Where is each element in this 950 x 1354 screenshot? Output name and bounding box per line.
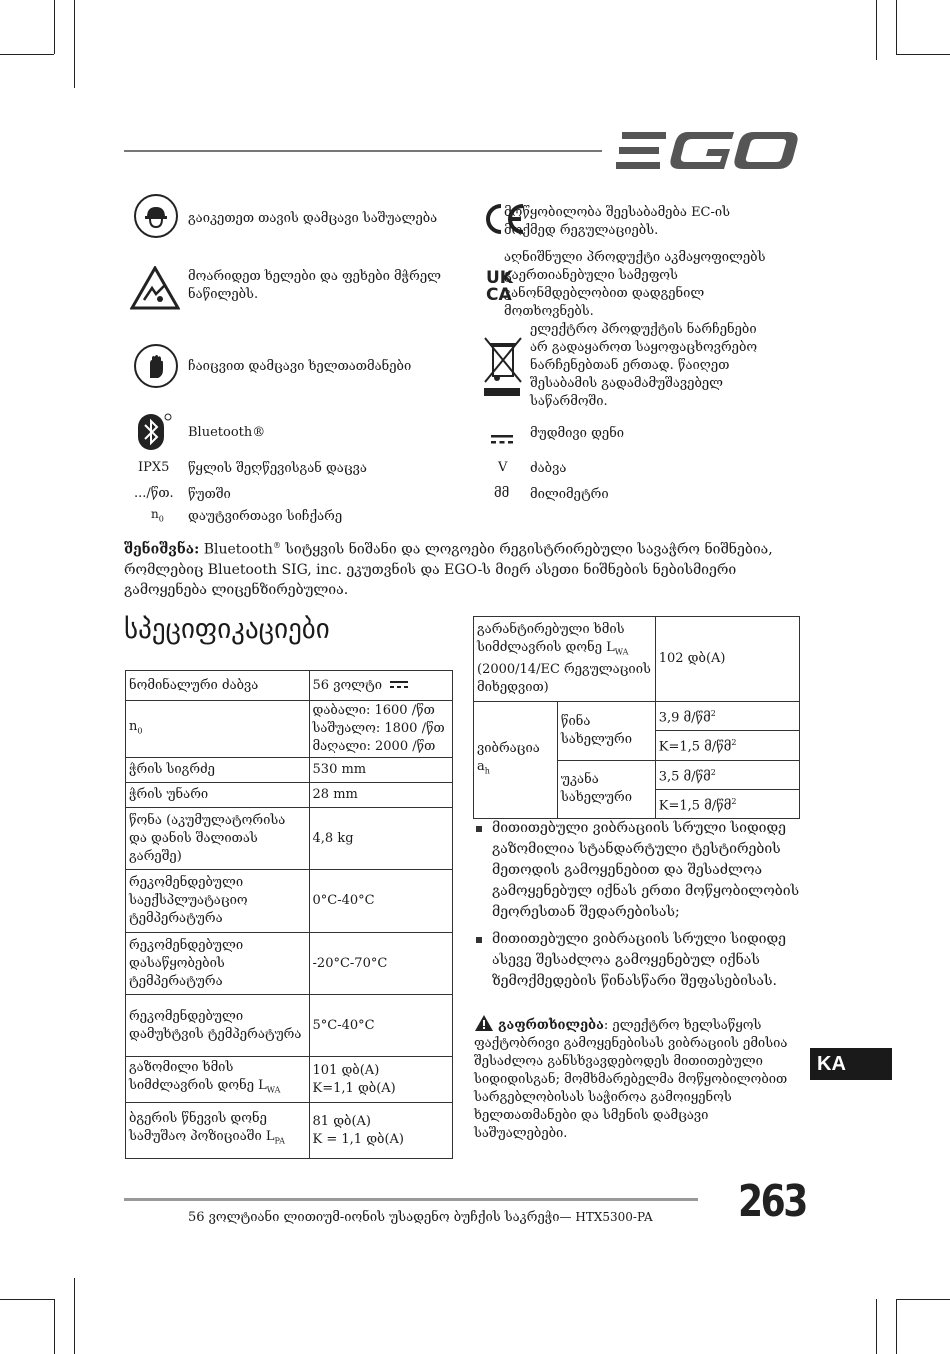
direct-current-icon: [390, 681, 408, 689]
warning-block: [474, 1014, 804, 1143]
crop-mark: [896, 54, 950, 55]
table-row: [126, 1103, 453, 1159]
spec-value: 0°C-40°C: [309, 870, 452, 933]
mm-symbol: მმ: [494, 486, 510, 501]
crop-mark: [74, 1278, 75, 1354]
hard-hat-icon: [134, 194, 178, 238]
note-label: შენიშვნა:: [124, 541, 200, 558]
crop-mark: [896, 0, 897, 54]
warning-text: : ელექტრო ხელსაწყოს ფაქტობრივი გამოყენებისას ვიბრაციის ემისია შესაძლოა განსხვავდებოდეს მითითებული სიდიდისგან; მომხმარებელმა მოწყობილობით სარგებლობისას საჭიროა გამოიყენოს ხელთათმანები და სმენის დამცავი საშუალებები.: [474, 1018, 788, 1141]
table-row: [126, 933, 453, 995]
weee-bin-icon: [482, 334, 524, 398]
footer-text: 56 ვოლტიანი ლითიუმ-იონის უსადენო ბუჩქის საკრეჭი— HTX5300-PA: [188, 1210, 653, 1225]
per-minute-symbol: .../წთ.: [134, 486, 174, 501]
list-item: მითითებული ვიბრაციის სრული სიდიდე ასევე შესაძლოა გამოყენებულ იქნას ზემოქმედების წინასწარი შეფასებისას.: [474, 929, 804, 992]
crop-mark: [0, 1299, 54, 1300]
spec-value: 4,8 kg: [309, 808, 452, 870]
symbol-text: მოარიდეთ ხელები და ფეხები მჭრელ ნაწილებს.: [188, 269, 441, 302]
gloves-icon: [134, 344, 178, 388]
bluetooth-note: [124, 536, 804, 600]
symbol-text: ძაბვა: [530, 461, 567, 476]
crop-mark: [896, 1299, 950, 1300]
table-row: [126, 1057, 453, 1103]
table-row: [474, 617, 800, 702]
table-row: [126, 758, 453, 783]
spec-label: გაზომილი ხმის სიმძლავრის დონე $L_{WA}$: [126, 1057, 310, 1103]
symbol-text: მოწყობილობა შეესაბამება EC-ის მოქმედ რეგულაციებს.: [504, 205, 731, 238]
spec-label: რეკომენდებული დასაწყობების ტემპერატურა: [126, 933, 310, 995]
table-row: [126, 701, 453, 758]
ukca-mark-icon: UK CA: [486, 268, 513, 305]
table-row: [126, 995, 453, 1057]
language-tab: KA: [810, 1048, 892, 1080]
spec-label: $n_0$: [126, 701, 310, 758]
table-row: [126, 808, 453, 870]
spec-label: გარანტირებული ხმის სიმძლავრის დონე $L_{WA}$ (2000/14/EC რეგულაციის მიხედვით): [474, 617, 656, 702]
table-row: [474, 702, 800, 761]
spec-label: რეკომენდებული დამუხტვის ტემპერატურა: [126, 995, 310, 1057]
table-row: [126, 671, 453, 701]
spec-value: 28 mm: [309, 783, 452, 808]
crop-mark: [54, 0, 55, 54]
note-reg: ®: [272, 541, 281, 550]
bluetooth-icon: [136, 412, 172, 452]
symbol-text: მუდმივი დენი: [530, 426, 625, 441]
spec-value: 530 mm: [309, 758, 452, 783]
crop-mark: [876, 0, 877, 60]
spec-label: ბგერის წნევის დონე სამუშაო პოზიციაში $L_{PA}$: [126, 1103, 310, 1159]
note-text-b: სიტყვის ნიშანი და ლოგოები რეგისტრირებული სავაჭრო ნიშნებია, რომლებიც Bluetooth SIG, inc. ეკუთვნის და EGO-ს მიერ ასეთი ნიშნების ნებისმიერი გამოყენება ლიცენზირებულია.: [124, 541, 773, 598]
crop-mark: [54, 1299, 55, 1354]
direct-current-icon: [491, 430, 513, 440]
symbol-text: ჩაიცვით დამცავი ხელთათმანები: [188, 359, 412, 374]
symbol-text: გაიკეთეთ თავის დამცავი საშუალება: [188, 211, 438, 226]
symbol-text: მილიმეტრი: [530, 487, 609, 502]
warning-icon: [474, 1014, 494, 1032]
spec-value: 56 ვოლტი: [309, 671, 452, 701]
specs-table: [125, 670, 453, 1159]
crop-mark: [876, 1299, 877, 1354]
spec-value: დაბალი: 1600 /წთ საშუალო: 1800 /წთ მაღალი: 2000 /წთ: [309, 701, 452, 758]
spec-value: 3,5 მ/წმ$^2$ K=1,5 მ/წმ$^2$: [655, 760, 799, 819]
crop-mark: [0, 54, 54, 55]
n0-symbol: $n_0$: [151, 507, 164, 524]
note-text-a: Bluetooth: [199, 541, 273, 558]
spec-value: 101 დბ(A) K=1,1 დბ(A): [309, 1057, 452, 1103]
ipx5-symbol: IPX5: [138, 460, 170, 475]
footer-rule: [124, 1198, 698, 1201]
table-row: [126, 870, 453, 933]
spec-label: წონა (აკუმულატორისა და დანის შალითას გარეშე): [126, 808, 310, 870]
symbol-text: წყლის შეღწევისგან დაცვა: [188, 461, 367, 476]
symbol-text: ელექტრო პროდუქტის ნარჩენები არ გადაყაროთ საყოფაცხოვრებო ნარჩენებთან ერთად. წაიღეთ შესაბამის გადამამუშავებელ საწარმოში.: [530, 322, 758, 409]
warning-label: გაფრთხილება: [498, 1018, 604, 1033]
ego-logo: [616, 130, 800, 172]
sound-vibration-table: [473, 616, 800, 819]
spec-value: -20°C-70°C: [309, 933, 452, 995]
symbol-text: წუთში: [188, 487, 231, 502]
symbol-text: დაუტვირთავი სიჩქარე: [188, 509, 343, 524]
symbol-text: აღნიშნული პროდუქტი აკმაყოფილებს გაერთიანებული სამეფოს კანონმდებლობით დადგენილ მოთხოვნებს.: [504, 250, 766, 319]
list-item: მითითებული ვიბრაციის სრული სიდიდე გაზომილია სტანდარტული ტესტირების მეთოდის გამოყენებით და შესაძლოა გამოყენებულ იქნას ერთი მოწყობილობის მეორესთან შედარებისას;: [474, 818, 804, 923]
hand-foot-warning-icon: [130, 266, 180, 310]
symbol-text: Bluetooth®: [188, 425, 266, 440]
spec-value: 102 დბ(A): [655, 617, 799, 702]
table-row: [126, 783, 453, 808]
vibration-notes: [474, 818, 804, 994]
spec-value: 81 დბ(A) K = 1,1 დბ(A): [309, 1103, 452, 1159]
handle-label: უკანა სახელური: [557, 760, 655, 819]
crop-mark: [896, 1299, 897, 1354]
handle-label: წინა სახელური: [557, 702, 655, 761]
page-title: სპეციფიკაციები: [124, 614, 330, 645]
spec-value: 3,9 მ/წმ$^2$ K=1,5 მ/წმ$^2$: [655, 702, 799, 761]
page-number: 263: [738, 1176, 806, 1227]
spec-label: რეკომენდებული საექსპლუატაციო ტემპერატურა: [126, 870, 310, 933]
vibration-label: ვიბრაცია $a_h$: [474, 702, 558, 819]
crop-mark: [74, 0, 75, 88]
spec-value: 5°C-40°C: [309, 995, 452, 1057]
header-rule: [124, 150, 602, 152]
spec-label: ჭრის უნარი: [126, 783, 310, 808]
spec-label: ნომინალური ძაბვა: [126, 671, 310, 701]
volt-symbol: V: [498, 460, 508, 475]
spec-label: ჭრის სიგრძე: [126, 758, 310, 783]
